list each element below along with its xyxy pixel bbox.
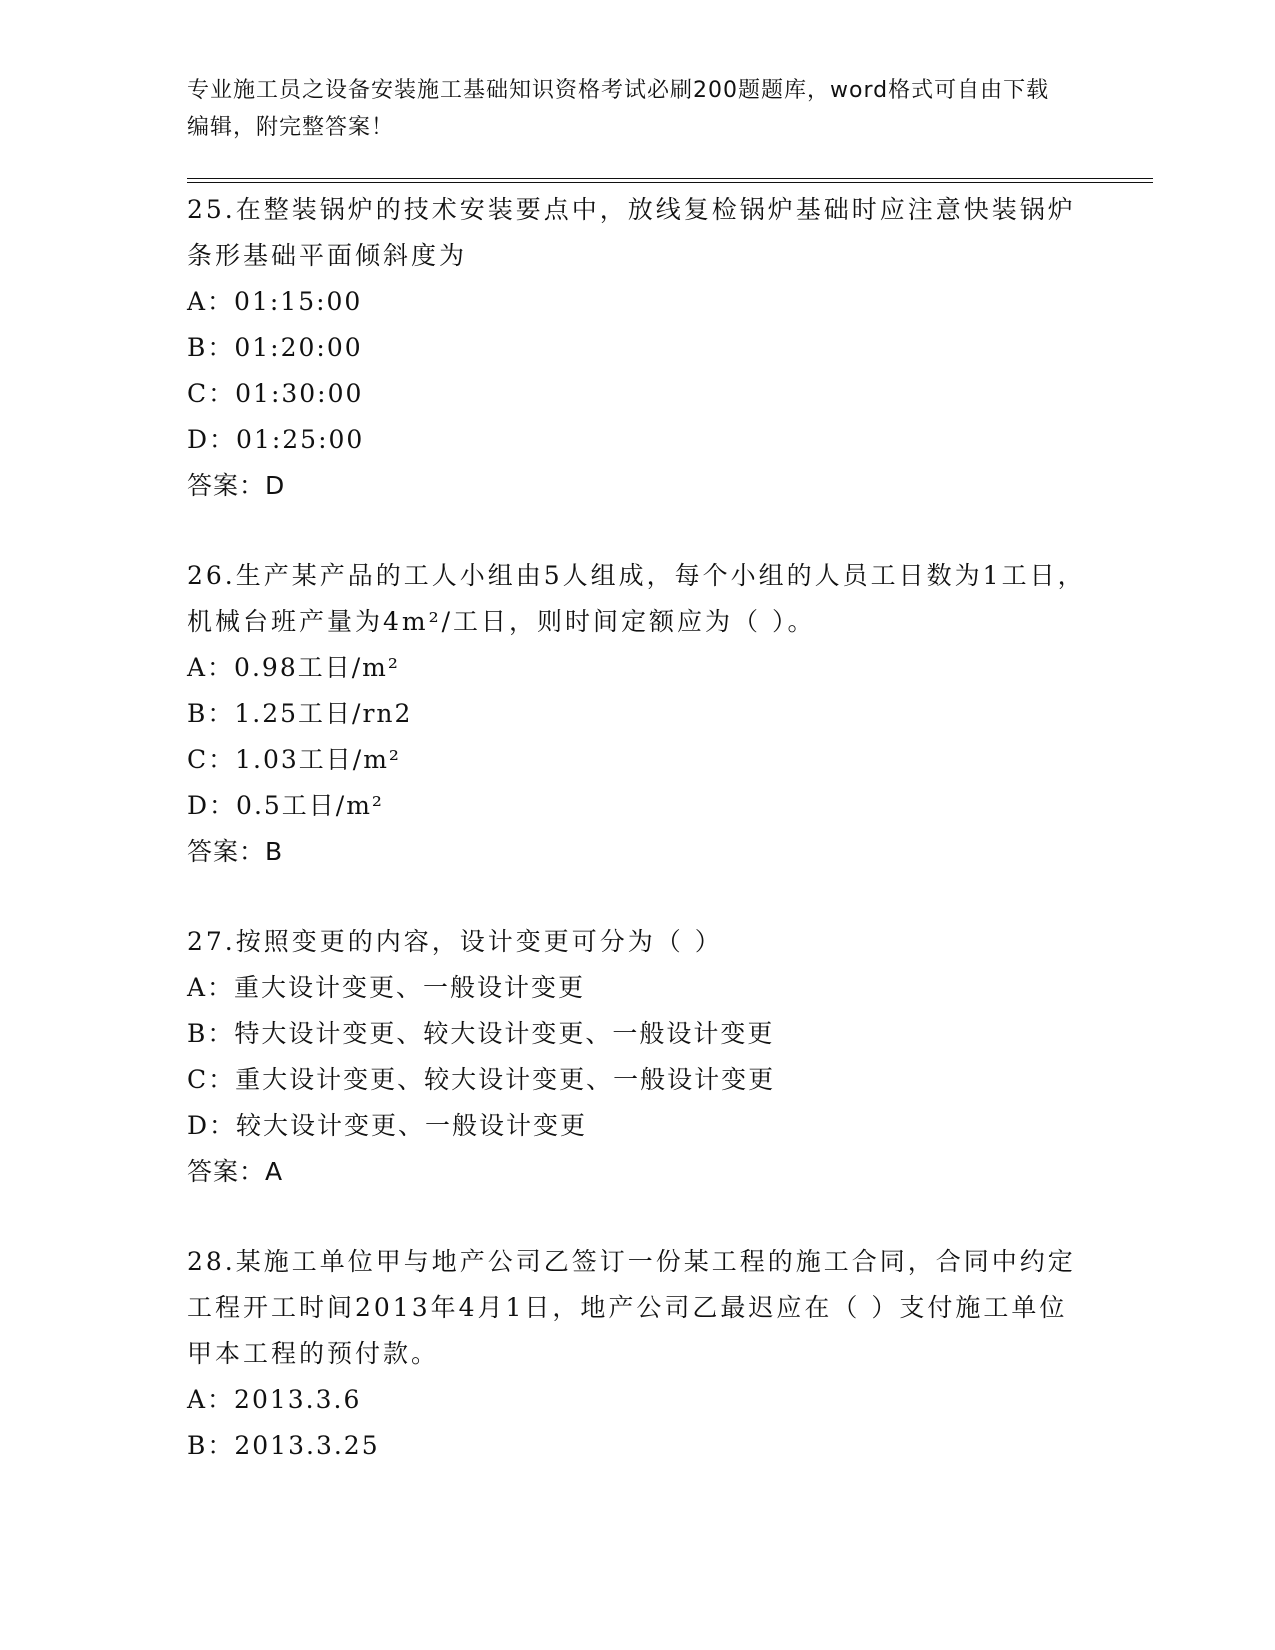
- question-25: [187, 187, 1087, 509]
- question-text: 26.生产某产品的工人小组由5人组成，每个小组的人员工日数为1工日，机械台班产量为4m²/工日，则时间定额应为（ ）。: [187, 561, 1086, 636]
- option-a: A：2013.3.6: [187, 1385, 362, 1414]
- header-divider-top: [187, 178, 1153, 179]
- option-d: D：较大设计变更、一般设计变更: [187, 1111, 588, 1140]
- answer-line: 答案：A: [187, 1157, 284, 1186]
- option-c: C：01:30:00: [187, 379, 364, 408]
- question-27: [187, 919, 1087, 1195]
- option-d: D：01:25:00: [187, 425, 365, 454]
- option-a: A：重大设计变更、一般设计变更: [187, 973, 586, 1002]
- question-text: 27.按照变更的内容，设计变更可分为（ ）: [187, 927, 723, 956]
- option-b: B：特大设计变更、较大设计变更、一般设计变更: [187, 1019, 775, 1048]
- header-divider-bottom: [187, 182, 1153, 183]
- option-d: D：0.5工日/m²: [187, 791, 384, 820]
- option-c: C：1.03工日/m²: [187, 745, 401, 774]
- question-26: [187, 553, 1087, 875]
- option-b: B：2013.3.25: [187, 1431, 380, 1460]
- document-header: 专业施工员之设备安装施工基础知识资格考试必刷200题题库，word格式可自由下载编辑，附完整答案！: [187, 78, 1050, 140]
- option-b: B：01:20:00: [187, 333, 363, 362]
- question-list: [187, 187, 1087, 1513]
- question-text: 25.在整装锅炉的技术安装要点中，放线复检锅炉基础时应注意快装锅炉条形基础平面倾斜度为: [187, 195, 1076, 270]
- option-a: A：01:15:00: [187, 287, 363, 316]
- answer-line: 答案：D: [187, 471, 286, 500]
- question-28: [187, 1239, 1087, 1469]
- answer-line: 答案：B: [187, 837, 284, 866]
- option-b: B：1.25工日/rn2: [187, 699, 413, 728]
- option-a: A：0.98工日/m²: [187, 653, 400, 682]
- option-c: C：重大设计变更、较大设计变更、一般设计变更: [187, 1065, 776, 1094]
- question-text: 28.某施工单位甲与地产公司乙签订一份某工程的施工合同，合同中约定工程开工时间2013年4月1日，地产公司乙最迟应在（ ）支付施工单位甲本工程的预付款。: [187, 1247, 1076, 1368]
